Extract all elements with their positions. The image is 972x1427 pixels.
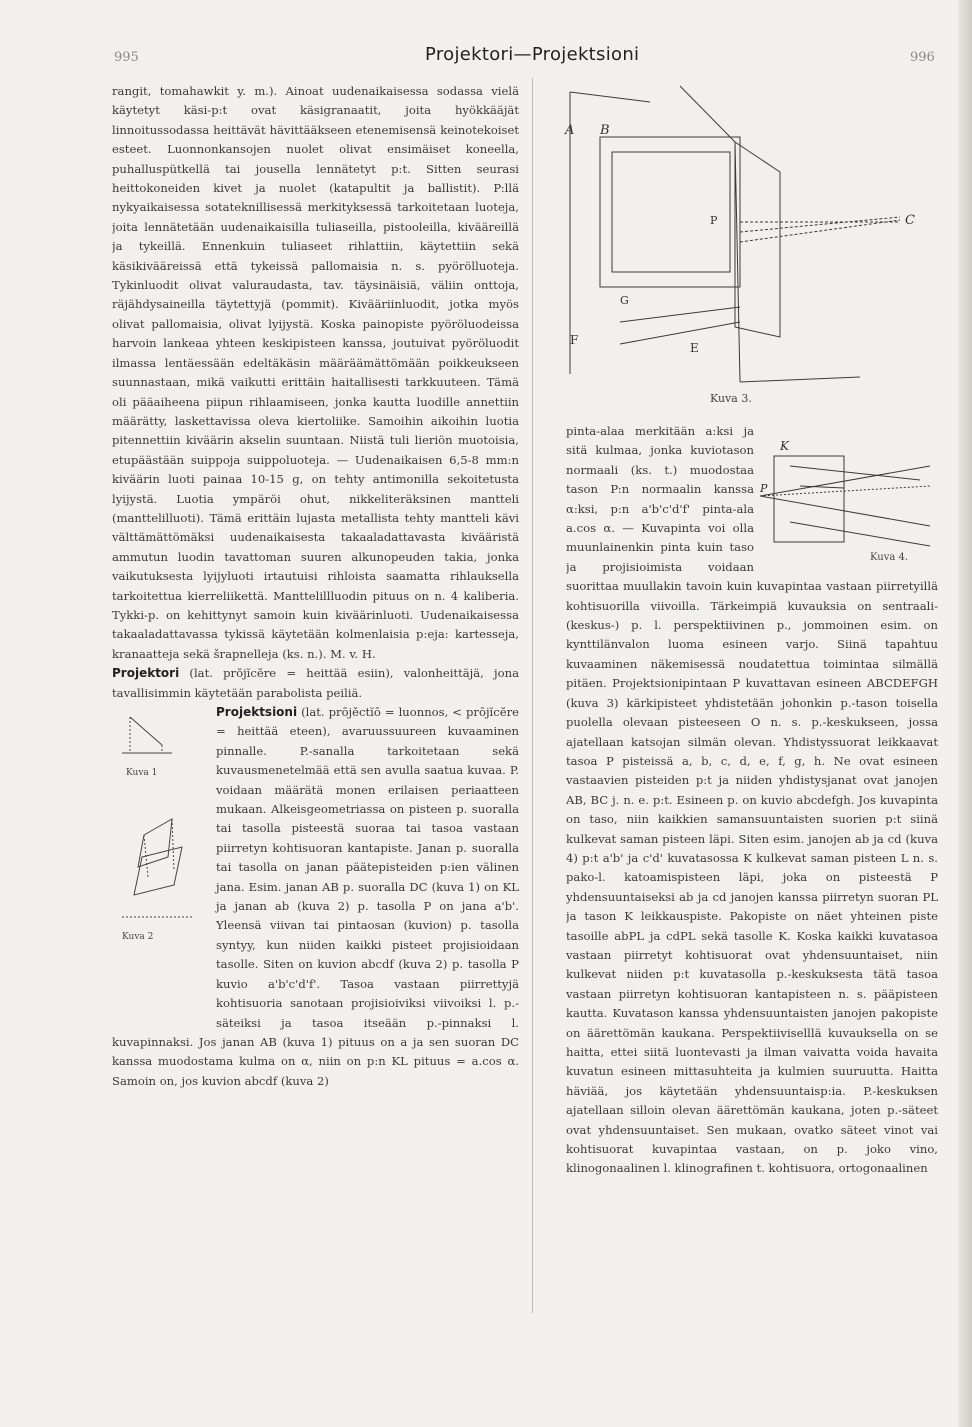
fig4-label-k: K (780, 439, 789, 453)
fig1-label: Kuva 1 (126, 768, 158, 778)
column-divider (532, 78, 533, 1313)
term-projektsioni: Projektsioni (216, 705, 298, 719)
fig3-label-p: P (710, 214, 718, 227)
left-column-text: rangit, tomahawkit y. m.). Ainoat uudenaikaisessa sodassa vielä käytetyt käsi-p:t ovat käsigranaatit, joita hyökkääjät linnoitussodassa heittävät hävittääkseen etenemisensä keinotekoiset esteet. Luonnonkansojen nuolet olivat ensimäiset koneella, puhalluspütkellä tai jousella lennätetyt p:t. Sitten seurasi heittokoneiden kivet ja nuolet (katapultit ja ballistit). P:llä nykyaikaisessa sotateknillisessä merkityksessä tarkoitetaan luoteja, joita lennätetään uudenaikaisilla tuliaseilla, pistooleilla, kivääreillä ja tykeillä. Ennenkuin tuliaseet rihlattiin, käytettiin sekä käsikivääreissä että tykeissä pallomaisia n. s. pyörölluoteja. Tykinluodit olivat valuraudasta, tav. täysinäisiä, väliin onttoja, räjähdysaineilla täytettyjä (pommit). Kivääriinluodit, jotka myös olivat pallomaisia, olivat lyijystä. Koska painopiste pyöröluodeissa harvoin lankeaa yhteen keskipisteen kanssa, joutuivat pyöröluodit ilmassa lentäessään edeltäkäsin määräämättömään poikkeukseen suunnastaan, mikä vaikutti erittäin haitallisesti tarkkuuteen. Tämä oli pääaiheena piipun rihlaamiseen, jonka kautta luodille annettiin määrätty, laskettavissa oleva kiertoliike. Samoihin aikoihin luotia pitennettiin kiväärin akselin suuntaan. Niistä tuli lieriön muotoisia, etupäästään suippoja suippoluoteja. — Uudenaikaisen 6,5-8 mm:n kiväärin luoti painaa 10-15 g, on tehty antimonilla sekoitetusta lyijystä. Luotia ympäröi ohut, nikkeliteräksinen mantteli (manttelilluoti). Tämä erittäin lujasta metallista tehty mantteli kävi välttämättömäksi uudenaikaisesta takaaladattavasta kivääristä ammutun luodin tavattoman suuren alkunopeuden takia, jonka vaikutuksesta lyijyluoti irtautuisi rihloista saamatta rihlauksella tarkoitettua kierreliikettä. Manttelillluodin pituus on n. 4 kaliberia. Tykki-p. on kehittynyt samoin kuin kiväärinluoti. Uudenaikaisessa takaaladattavassa tykissä käytetään kolmenlaisia p:eja: kartesseja, kranaatteja sekä šrapnelleja (ks. n.). M. v. H. (112, 84, 519, 661)
left-column (112, 82, 519, 1319)
right-column-body: pinta-alaa merkitään a:ksi ja sitä kulmaa, jonka kuviotason normaali (ks. t.) muodostaa tason P:n normaalin kanssa α:ksi, p:n a'b'c'd'f' pinta-ala a.cos α. — Kuvapinta voi olla muunlainenkin pinta kuin taso ja projisioimista voidaan suorittaa muullakin tavoin kuin kuvapintaa vastaan piirretyillä kohtisuorilla viivoilla. Tärkeimpiä kuvauksia on sentraali-(keskus-) p. l. perspektiivinen p., jommoinen esim. on kynttilänvalon luoma esineen varjo. Siinä tapahtuu kuvaaminen näkemisessä noudatettua toimintaa silmällä pitäen. Projektsionipintaan P kuvattavan esineen ABCDEFGH (kuva 3) kärkipisteet yhdistetään johonkin p.-tason toisella puolella olevaan pisteeseen O n. s. p.-keskukseen, jossa ajatellaan katsojan silmän olevan. Yhdistyssuorat leikkaavat tasoa P pisteissä a, b, c, d, e, f, g, h. Ne ovat esineen vastaavien pisteiden p:t ja niiden yhdistysjanat ovat janojen AB, BC j. n. e. p:t. Esineen p. on kuvio abcdefgh. Jos kuvapinta on taso, niin kaikkien samansuuntaisten suorien p:t siinä kulkevat saman pisteen läpi. Siten esim. janojen ab ja cd (kuva 4) p:t a'b' ja c'd' kuvatasossa K kulkevat saman pisteen L n. s. pako-l. katoamispisteen läpi, joka on pisteestä P yhdensuuntaiseksi ab ja cd janojen kanssa piirretyn suoran PL ja tason K leikkauspiste. Pakopiste on näet yhteinen piste tasoille abPL ja cdPL sekä tasolle K. Koska kaikki kuvatasoa vastaan piirretyt kohtisuorat ovat yhdensuuntaiset, niin kulkevat niiden p:t kuvatasolla p.-keskuksesta tätä tasoa vastaan piirretyn kohtisuoran kantapisteen n. s. pääpisteen kautta. Kuvatason kanssa yhdensuuntaisten janojen pakopiste on äärettömän kaukana. Perspektiiviselllä kuvauksella on se haitta, ettei siitä luontevasti ja ilman vaivatta voida havaita kuvatun esineen mittasuhteita ja kulmien suuruutta. Haitta häviää, jos käytetään yhdensuuntaisp:ia. P.-keskuksen ajatellaan silloin olevan äärettömän kaukana, joten p.-säteet ovat yhdensuuntaiset. Sen mukaan, ovatko säteet vinot vai kohtisuorat kuvapintaa vastaan, on p. joko vino, klinogonaalinen l. klinografinen t. kohtisuora, ortogonaalinen (566, 424, 938, 1176)
fig3-label-e: E (690, 341, 699, 355)
fig3-label-b: B (600, 123, 610, 138)
fig3-label-f: F (570, 333, 579, 347)
fig3-plane-top (680, 86, 735, 142)
page-title: Projektori—Projektsioni (425, 44, 640, 65)
page-number-left: 995 (114, 50, 139, 65)
fig3-label-a: A (565, 123, 575, 138)
figure-1-and-2-diagram (112, 707, 210, 1029)
figures-1-2 (112, 707, 210, 1029)
entry-projektsioni (112, 703, 519, 1091)
fig4-caption: Kuva 4. (870, 552, 909, 563)
fig4-label-p: P (760, 482, 768, 495)
page-header (0, 44, 972, 70)
figure-3-perspective-diagram (560, 82, 940, 412)
projektsioni-definition: (lat. prōjĕctĭō = luonnos, < prōjĭcĕre = heittää eteen), avaruussuureen kuvaaminen pinnalle. P.-sanalla tarkoitetaan sekä kuvausmenetelmää että sen avulla saatua kuvaa. P. voidaan määrätä monen erilaisen periaatteen mukaan. Alkeisgeometriassa on pisteen p. suoralla tai tasolla pisteestä suoraa tai tasoa vastaan piirretyn kohtisuoran kantapiste. Janan p. suoralla tai tasolla on janan päätepisteiden p:ien välinen jana. Esim. janan AB p. suoralla DC (kuva 1) on KL ja janan ab (kuva 2) p. tasolla P on jana a'b'. Yleensä viivan tai pintaosan (kuvion) p. tasolla syntyy, kun niiden kaikki pisteet projisioidaan tasolle. Siten on kuvion abcdf (kuva 2) p. tasolla P kuvio a'b'c'd'f'. Tasoa vastaan piirrettyjä kohtisuoria sanotaan projisioiviksi viivoiksi l. p.-säteiksi ja tasoa itseään p.-pinnaksi l. kuvapinnaksi. Jos janan AB (kuva 1) pituus on a ja sen suoran DC kanssa muodostama kulma on α, niin on p:n KL pituus = a.cos α. Samoin on, jos kuvion abcdf (kuva 2) (112, 705, 519, 1088)
fig3-label-g: G (620, 294, 629, 307)
right-column-text (566, 422, 938, 1179)
figure-4 (760, 426, 938, 566)
entry-projektori (112, 664, 519, 703)
figure-4-diagram (760, 426, 938, 566)
page-number-right: 996 (910, 50, 935, 65)
fig3-caption: Kuva 3. (710, 392, 752, 405)
fig2-figure-outline (138, 819, 172, 867)
right-column (566, 422, 938, 1322)
fig3-object-front (600, 137, 740, 287)
fig2-label: Kuva 2 (122, 932, 154, 942)
projektori-definition: (lat. prŏjĭcĕre = heittää esiin), valonheittäjä, jona tavallisimmin käytetään parabolista peiliä. (112, 666, 519, 700)
term-projektori: Projektori (112, 666, 180, 681)
page-edge-shadow (958, 0, 972, 1427)
fig3-label-c: C (905, 213, 915, 228)
fig1-segment-ab (130, 717, 162, 745)
fig2-plane-outline (134, 847, 182, 895)
